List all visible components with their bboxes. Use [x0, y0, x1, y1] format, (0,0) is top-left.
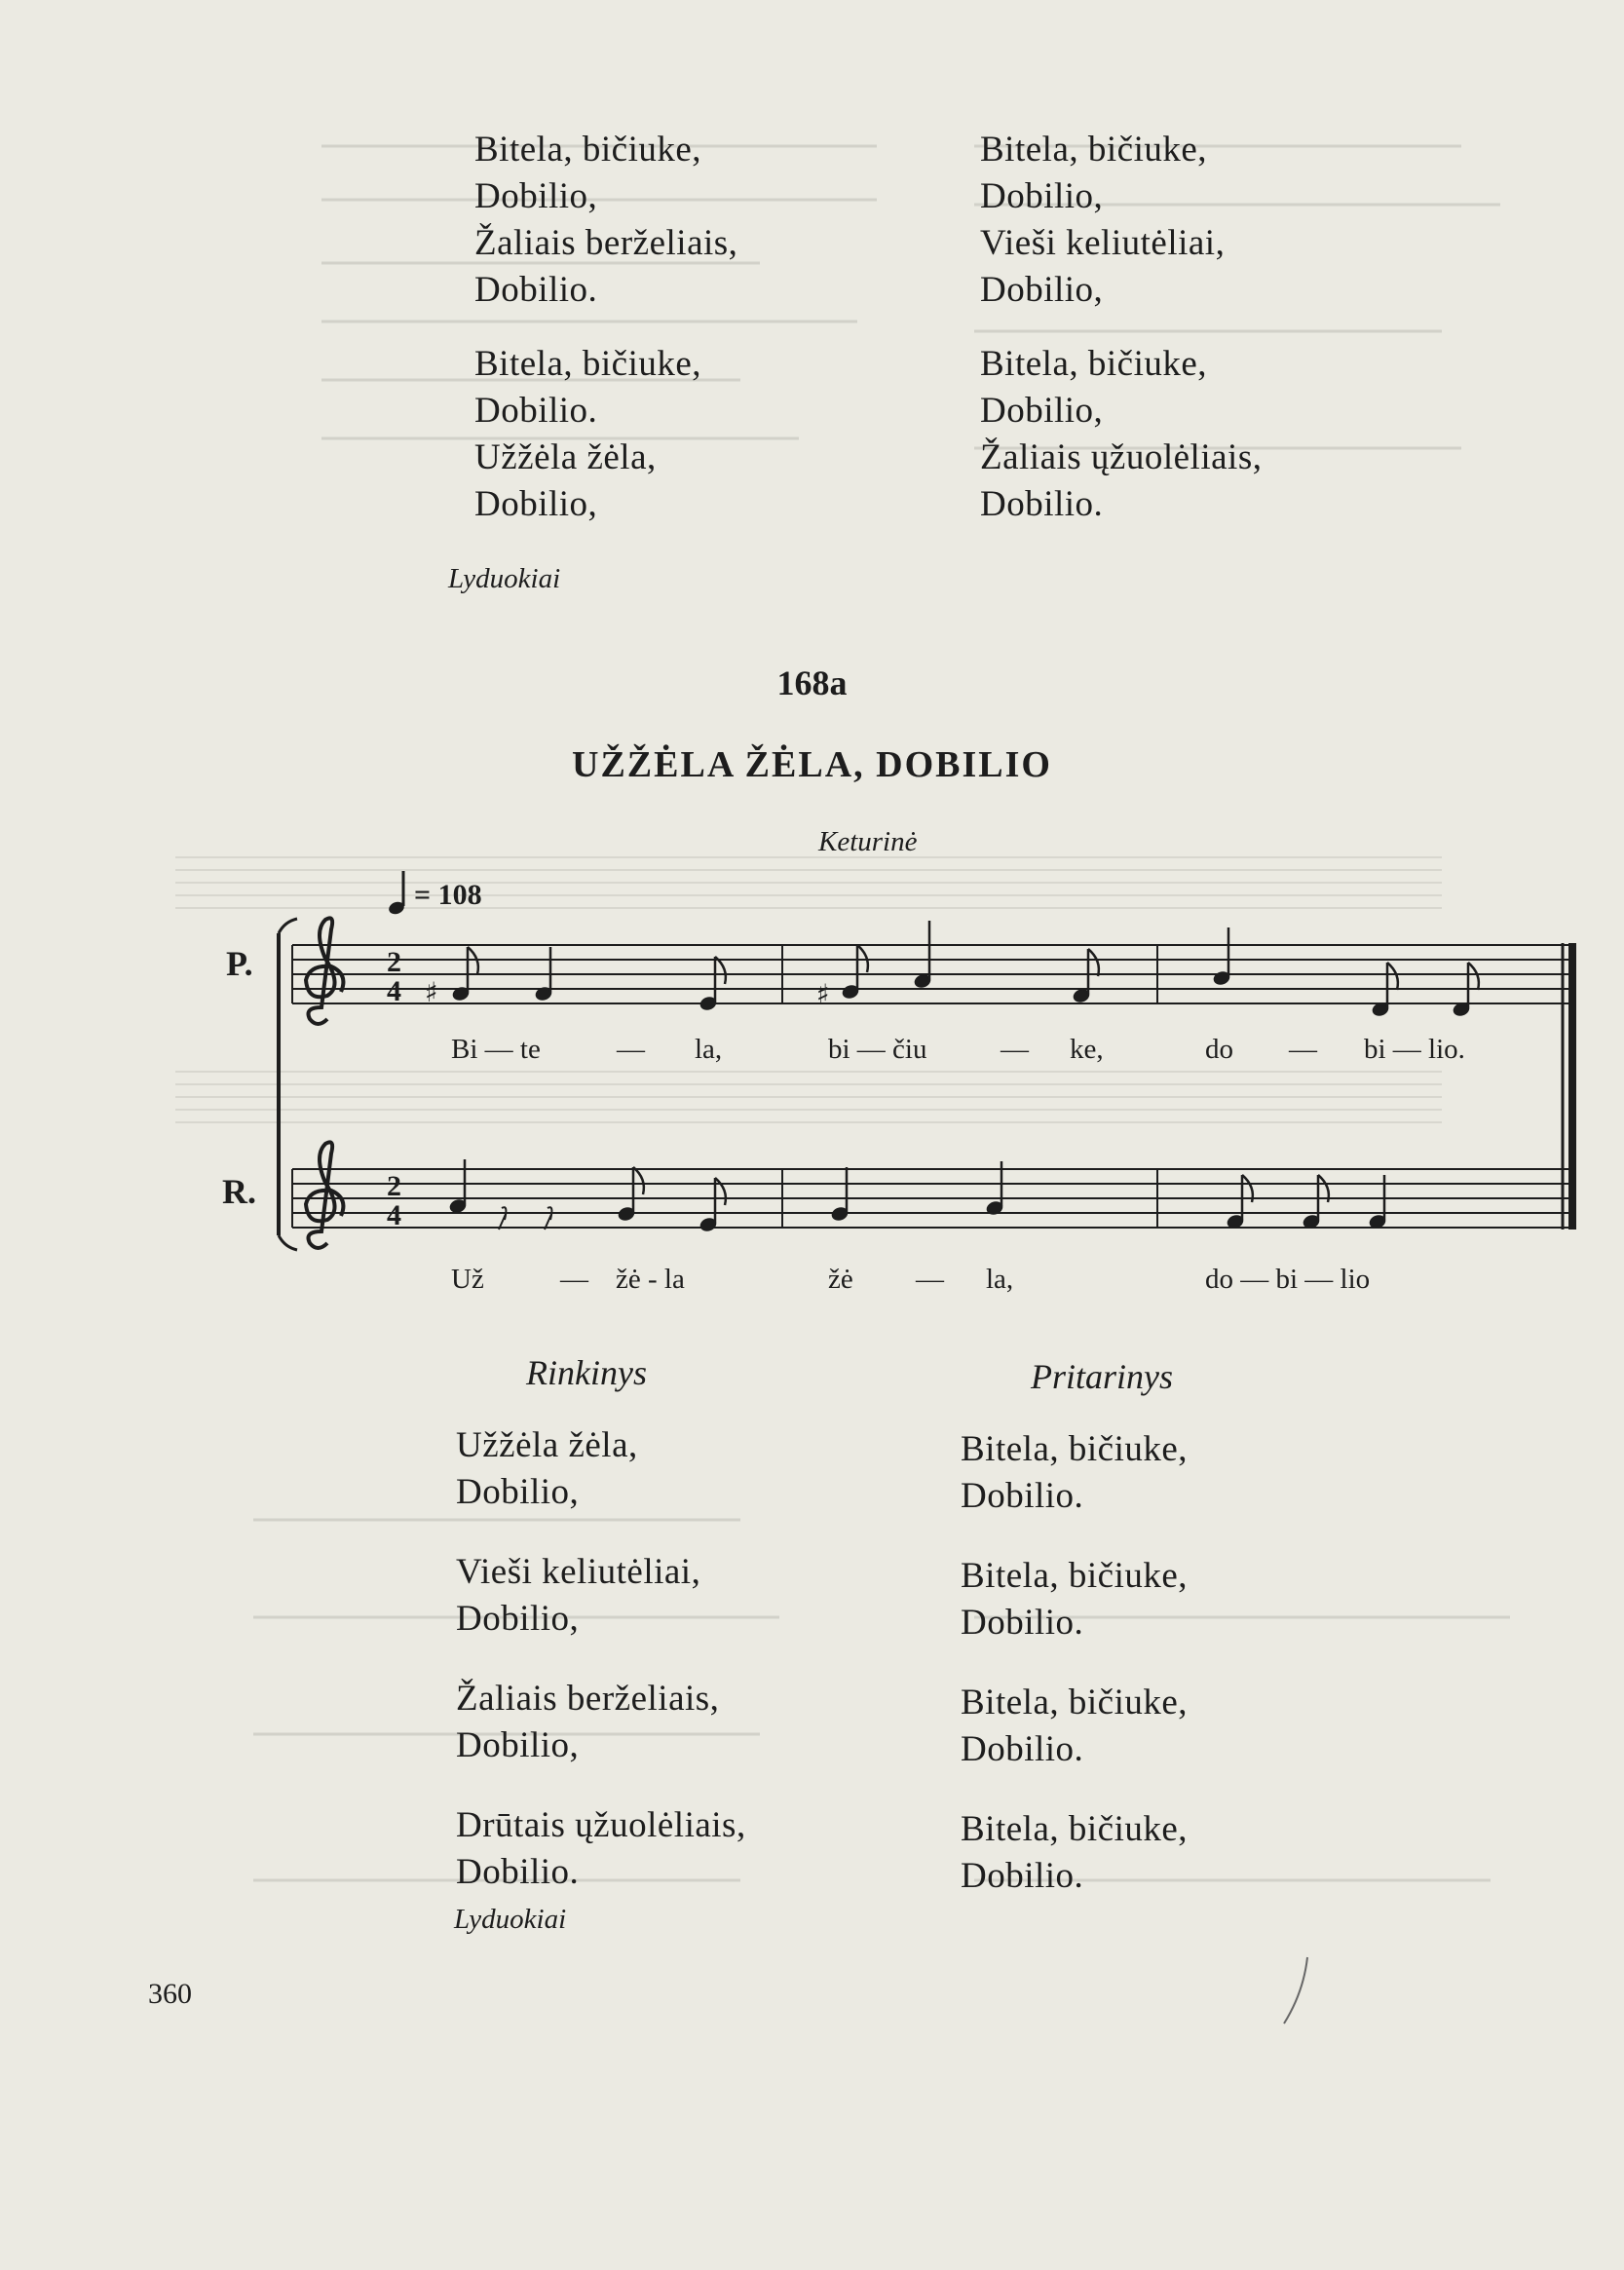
verse-line: Bitela, bičiuke, — [474, 344, 702, 384]
lyric-syllable: — — [617, 1034, 645, 1065]
treble-clef-icon — [306, 918, 343, 1024]
verse-line: Bitela, bičiuke, — [474, 130, 702, 170]
verse-line: Dobilio, — [474, 176, 598, 216]
verse-line: Žaliais ųžuolėliais, — [980, 437, 1263, 477]
time-sig-bottom: 4 — [387, 1199, 401, 1231]
verse-line: Drūtais ųžuolėliais, — [456, 1805, 746, 1845]
verse-line: Dobilio. — [474, 270, 598, 310]
verse-line: Dobilio, — [456, 1472, 580, 1512]
verse-line: Dobilio, — [474, 484, 598, 524]
verse-line: Dobilio. — [980, 484, 1104, 524]
verse-line: Dobilio. — [474, 391, 598, 431]
sharp-icon: ♯ — [816, 978, 830, 1010]
sharp-icon: ♯ — [425, 976, 438, 1008]
heading-pritarinys: Pritarinys — [1031, 1357, 1174, 1396]
brace-bracket — [279, 919, 297, 1250]
lyric-syllable: bi — čiu — [828, 1034, 927, 1065]
lyric-syllable: — — [560, 1264, 588, 1295]
verse-line: Vieši keliutėliai, — [456, 1552, 701, 1592]
lyric-syllable: la, — [986, 1264, 1014, 1295]
pencil-mark — [1278, 1953, 1317, 2031]
verse-line: Dobilio. — [456, 1852, 580, 1892]
lyric-syllable: Už — [451, 1264, 484, 1295]
verse-line: Žaliais berželiais, — [474, 223, 738, 263]
voice-label-lower: R. — [222, 1172, 256, 1211]
voice-label-upper: P. — [226, 944, 253, 983]
bottom-left-column — [456, 1422, 746, 1896]
verse-line: Bitela, bičiuke, — [961, 1809, 1189, 1849]
eighth-rest-icon — [545, 1207, 552, 1230]
lyric-syllable: ke, — [1070, 1034, 1104, 1065]
verse-line: Dobilio. — [961, 1603, 1084, 1643]
verse-line: Bitela, bičiuke, — [961, 1429, 1189, 1469]
time-sig-top: 2 — [387, 946, 401, 978]
bottom-right-column — [961, 1426, 1188, 1900]
treble-clef-icon — [306, 1142, 343, 1248]
lyric-syllable: do — bi — lio — [1205, 1264, 1371, 1295]
song-type: Keturinė — [818, 826, 918, 857]
region-label-top: Lyduokiai — [448, 563, 561, 594]
lower-notes — [448, 1159, 1386, 1232]
lyric-syllable: do — [1205, 1034, 1233, 1065]
lyric-syllable: žė - la — [616, 1264, 685, 1295]
verse-line: Vieši keliutėliai, — [980, 223, 1226, 263]
lyric-syllable: žė — [828, 1264, 853, 1295]
final-barline — [1563, 943, 1572, 1230]
verse-line: Bitela, bičiuke, — [980, 130, 1208, 170]
lyric-syllable: la, — [695, 1034, 723, 1065]
verse-line: Dobilio, — [980, 391, 1104, 431]
verse-line: Dobilio, — [456, 1599, 580, 1639]
time-signature-lower — [387, 1170, 401, 1231]
verse-line: Bitela, bičiuke, — [980, 344, 1208, 384]
tempo-marking: = 108 — [414, 879, 482, 911]
verse-line: Užžėla žėla, — [474, 437, 657, 477]
staff-upper — [292, 945, 1576, 1003]
lyric-syllable: — — [1289, 1034, 1317, 1065]
lyric-syllable: — — [916, 1264, 944, 1295]
verse-line: Dobilio. — [961, 1729, 1084, 1769]
page-number: 360 — [148, 1978, 192, 2010]
verse-line: Užžėla žėla, — [456, 1425, 638, 1465]
region-label-bottom: Lyduokiai — [454, 1904, 567, 1935]
lyric-syllable: bi — lio. — [1364, 1034, 1465, 1065]
verse-line: Bitela, bičiuke, — [961, 1556, 1189, 1596]
time-sig-bottom: 4 — [387, 975, 401, 1007]
heading-rinkinys: Rinkinys — [526, 1353, 647, 1392]
verse-line: Dobilio. — [961, 1856, 1084, 1896]
verse-line: Dobilio, — [456, 1725, 580, 1765]
verse-line: Bitela, bičiuke, — [961, 1683, 1189, 1722]
verse-line: Dobilio, — [980, 270, 1104, 310]
time-sig-top: 2 — [387, 1170, 401, 1202]
song-title: UŽŽĖLA ŽĖLA, DOBILIO — [572, 744, 1052, 785]
lyric-syllable: Bi — te — [451, 1034, 541, 1065]
time-signature-upper — [387, 946, 401, 1007]
eighth-rest-icon — [499, 1207, 507, 1230]
verse-line: Dobilio. — [961, 1476, 1084, 1516]
song-number: 168a — [776, 663, 848, 702]
lyric-syllable: — — [1001, 1034, 1029, 1065]
verse-line: Žaliais berželiais, — [456, 1679, 720, 1719]
verse-line: Dobilio, — [980, 176, 1104, 216]
